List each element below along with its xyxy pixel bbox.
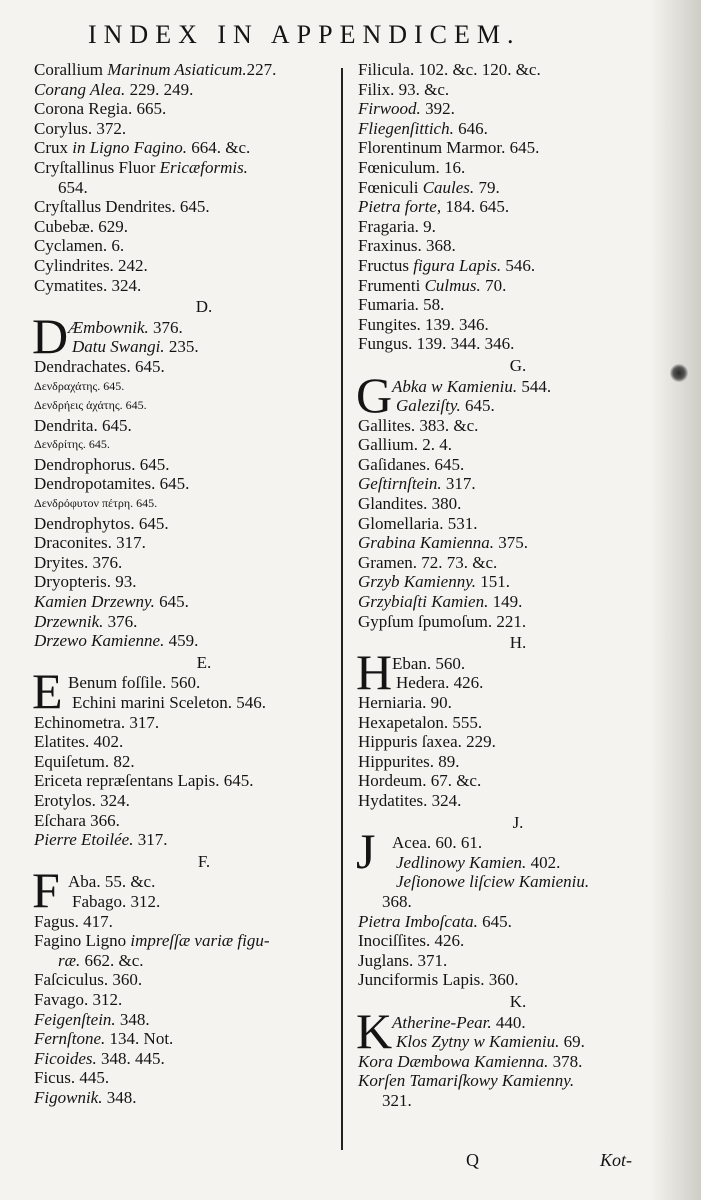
italic-term: Ficoides. (34, 1048, 97, 1068)
drop-cap-letter: H (356, 643, 393, 700)
index-entry: Dendrita. 645. (34, 415, 132, 435)
page-title: INDEX IN APPENDICEM. (88, 20, 521, 49)
index-entry: Cyclamen. 6. (34, 236, 125, 256)
drop-cap-letter: F (32, 862, 60, 919)
italic-term: Atherine-Pear. (392, 1012, 492, 1032)
ink-blot (670, 364, 688, 382)
italic-term: Figownik. (34, 1087, 103, 1107)
italic-term: Kora Dæmbowa Kamienna. (358, 1051, 549, 1071)
index-entry: Æmbownik. 376. (68, 317, 183, 337)
italic-term: Firwood. (358, 99, 421, 119)
italic-term: ræ. (58, 950, 81, 970)
index-entry: Fœniculum. 16. (358, 157, 466, 177)
section-letter: E. (196, 652, 212, 672)
index-entry: Figownik. 348. (34, 1087, 137, 1107)
index-entry (358, 1071, 648, 1091)
italic-term: Culmus. (424, 275, 481, 295)
index-entry: Kamien Drzewny. 645. (34, 592, 189, 612)
index-entry: Fragaria. 9. (358, 216, 436, 236)
index-entry: Abka w Kamieniu. 544. (392, 376, 552, 396)
index-entry: Klos Zytny w Kamieniu. 69. (396, 1032, 585, 1052)
index-entry: Acea. 60. 61. (392, 833, 483, 853)
italic-term: Datu Swangi. (72, 337, 165, 357)
index-entry: Ficoides. 348. 445. (34, 1048, 165, 1068)
index-entry: Gallium. 2. 4. (358, 435, 452, 455)
italic-term: Pierre Etoilée. (34, 830, 134, 850)
italic-term: Ericæformis. (159, 157, 248, 177)
italic-term: figura Lapis. (413, 255, 502, 275)
index-entry: Cymatites. 324. (34, 275, 142, 295)
drop-cap-block (356, 823, 648, 892)
italic-term: Klos Zytny w Kamieniu. (396, 1032, 560, 1052)
index-entry: Geſtirnſtein. 317. (358, 474, 476, 494)
index-entry: Junciformis Lapis. 360. (358, 970, 519, 990)
index-entry: Δενδρήεις ἀχάτης. 645. (34, 398, 147, 413)
section-letter: G. (509, 355, 527, 375)
index-entry: Kora Dæmbowa Kamienna. 378. (358, 1051, 583, 1071)
index-entry: Corang Alea. 229. 249. (34, 79, 194, 99)
index-entry: Fungus. 139. 344. 346. (358, 334, 515, 354)
index-entry: Fliegenſittich. 646. (358, 118, 488, 138)
index-entry: Dendrophytos. 645. (34, 513, 169, 533)
index-entry: Δενδραχάτης. 645. (34, 378, 125, 393)
index-entry: Benum foſſile. 560. (68, 673, 201, 693)
section-letter: J. (512, 812, 524, 832)
index-entry: Ficus. 445. (34, 1068, 110, 1088)
index-entry: Pietra forte, 184. 645. (358, 197, 510, 217)
italic-term: Kamien Drzewny. (34, 592, 155, 612)
index-entry: Gypſum ſpumoſum. 221. (358, 611, 527, 631)
index-entry: Juglans. 371. (358, 950, 448, 970)
index-entry: Fraxinus. 368. (358, 236, 456, 256)
index-entry: Feigenſtein. 348. (34, 1009, 150, 1029)
italic-term: Grzyb Kamienny. (358, 572, 477, 592)
index-entry: Erotylos. 324. (34, 790, 130, 810)
index-entry-continuation: 321. (382, 1090, 412, 1110)
index-entry: Fagino Ligno impreſſæ variæ figu- (34, 931, 270, 951)
section-letter: D. (195, 297, 213, 317)
italic-term: Jeſionowe liſciew Kamieniu. (396, 872, 590, 892)
italic-term: Marinum Asiaticum. (107, 60, 247, 79)
index-entry: Frumenti Culmus. 70. (358, 275, 507, 295)
italic-term: Pietra forte, (358, 197, 442, 217)
italic-term: Pietra Imboſcata. (358, 911, 478, 931)
drop-cap-block (32, 663, 334, 720)
drop-cap-block (356, 1002, 648, 1059)
index-entry: Fructus figura Lapis. 546. (358, 255, 536, 275)
index-entry (392, 872, 648, 892)
index-entry: Dryites. 376. (34, 552, 123, 572)
index-entry: Inociſſites. 426. (358, 931, 465, 951)
italic-term: Fliegenſittich. (358, 118, 454, 138)
drop-cap-letter: E (32, 663, 63, 720)
index-entry: Filix. 93. &c. (358, 79, 450, 99)
italic-term: Caules. (422, 177, 475, 197)
italic-term: impreſſæ variæ figu- (130, 931, 270, 951)
index-entry: Corona Regia. 665. (34, 99, 167, 119)
index-entry: Δενδρόφυτον πέτρη. 645. (34, 496, 158, 511)
index-entry: Crux in Ligno Fagino. 664. &c. (34, 138, 251, 158)
index-entry: Fernſtone. 134. Not. (34, 1029, 174, 1049)
index-entry: Equiſetum. 82. (34, 751, 135, 771)
index-entry: Drzewo Kamienne. 459. (34, 631, 199, 651)
index-entry: Gaſidanes. 645. (358, 454, 465, 474)
index-entry: Hippurites. 89. (358, 751, 460, 771)
section-letter: K. (509, 991, 527, 1011)
italic-term: in Ligno Fagino. (72, 138, 188, 158)
italic-term: Drzewnik. (34, 611, 104, 631)
index-entry: Dendropotamites. 645. (34, 474, 190, 494)
index-entry: Florentinum Marmor. 645. (358, 138, 540, 158)
section-letter: F. (197, 851, 211, 871)
index-entry-continuation: ræ. 662. &c. (58, 950, 144, 970)
index-entry: Grabina Kamienna. 375. (358, 533, 528, 553)
index-entry: Pietra Imboſcata. 645. (358, 911, 512, 931)
index-entry: Dendrachates. 645. (34, 356, 165, 376)
drop-cap-letter: J (356, 823, 376, 880)
index-entry: Fabago. 312. (72, 891, 161, 911)
index-entry: Aba. 55. &c. (68, 872, 156, 892)
italic-term: Feigenſtein. (34, 1009, 116, 1029)
index-entry: Corallium Marinum Asiaticum.227. (34, 60, 277, 79)
index-entry: Galeziſty. 645. (396, 396, 495, 416)
drop-cap-block (32, 307, 334, 364)
index-entry: Atherine-Pear. 440. (392, 1012, 526, 1032)
index-entry: Hordeum. 67. &c. (358, 771, 482, 791)
index-entry: Gallites. 383. &c. (358, 415, 479, 435)
index-entry-continuation: 368. (382, 891, 412, 911)
italic-term: Galeziſty. (396, 396, 461, 416)
index-column-right (358, 60, 648, 1110)
italic-term: Drzewo Kamienne. (34, 631, 165, 651)
index-entry: Datu Swangi. 235. (72, 337, 199, 357)
index-entry: Corylus. 372. (34, 118, 127, 138)
index-entry: Cryſtallus Dendrites. 645. (34, 197, 210, 217)
index-entry: Hippuris ſaxea. 229. (358, 732, 496, 752)
index-entry: Dryopteris. 93. (34, 572, 137, 592)
index-entry: Hexapetalon. 555. (358, 712, 483, 732)
index-entry: Glomellaria. 531. (358, 513, 478, 533)
italic-term: Grabina Kamienna. (358, 533, 494, 553)
index-entry: Gramen. 72. 73. &c. (358, 552, 498, 572)
index-entry: Fungites. 139. 346. (358, 314, 489, 334)
index-entry: Grzyb Kamienny. 151. (358, 572, 511, 592)
index-entry: Firwood. 392. (358, 99, 455, 119)
facing-page-edge (651, 0, 701, 1200)
index-entry: Grzybiaſti Kamien. 149. (358, 592, 523, 612)
drop-cap-block (356, 643, 648, 700)
index-entry: Draconites. 317. (34, 533, 146, 553)
section-letter: H. (509, 633, 527, 653)
drop-cap-letter: D (32, 307, 69, 364)
index-entry: Herniaria. 90. (358, 693, 452, 712)
index-entry: Cryſtallinus Fluor Ericæformis. (34, 157, 248, 177)
index-entry: Filicula. 102. &c. 120. &c. (358, 60, 541, 79)
index-entry: Echini marini Sceleton. 546. (72, 693, 267, 712)
drop-cap-letter: G (356, 366, 393, 423)
index-entry: Cubebæ. 629. (34, 216, 128, 236)
index-entry: Favago. 312. (34, 989, 123, 1009)
signature-mark: Q (466, 1150, 479, 1170)
index-entry: Cylindrites. 242. (34, 255, 148, 275)
index-entry: Faſciculus. 360. (34, 970, 143, 990)
column-rule (341, 68, 343, 1150)
index-entry: Echinometra. 317. (34, 712, 160, 732)
drop-cap-block (356, 366, 648, 423)
index-entry: Δενδρίτης. 645. (34, 437, 110, 452)
italic-term: Æmbownik. (68, 317, 149, 337)
italic-term: Grzybiaſti Kamien. (358, 592, 489, 612)
index-entry: Pierre Etoilée. 317. (34, 830, 168, 850)
italic-term: Jedlinowy Kamien. (396, 852, 527, 872)
index-entry: Elatites. 402. (34, 732, 124, 752)
index-entry: Hedera. 426. (396, 673, 484, 693)
index-entry: Fagus. 417. (34, 911, 113, 931)
index-entry: Eban. 560. (392, 653, 466, 673)
index-entry: Glandites. 380. (358, 494, 462, 514)
italic-term: Geſtirnſtein. (358, 474, 442, 494)
index-entry: Ericeta repræſentans Lapis. 645. (34, 771, 254, 791)
index-entry: Eſchara 366. (34, 810, 120, 830)
index-column-left (34, 60, 334, 1107)
index-entry: Hydatites. 324. (358, 790, 462, 810)
index-entry: Fumaria. 58. (358, 295, 445, 315)
italic-term: Abka w Kamieniu. (392, 376, 518, 396)
index-entry: Fœniculi Caules. 79. (358, 177, 500, 197)
drop-cap-letter: K (356, 1002, 393, 1059)
drop-cap-block (32, 862, 334, 919)
italic-term: Korſen Tamariſkowy Kamienny. (358, 1071, 575, 1091)
index-entry: Jedlinowy Kamien. 402. (396, 852, 561, 872)
italic-term: Fernſtone. (34, 1029, 106, 1049)
italic-term: Corang Alea. (34, 79, 126, 99)
index-entry-continuation: 654. (58, 177, 88, 197)
index-entry: Dendrophorus. 645. (34, 454, 170, 474)
catchword: Kot- (600, 1150, 633, 1170)
index-entry: Drzewnik. 376. (34, 611, 138, 631)
